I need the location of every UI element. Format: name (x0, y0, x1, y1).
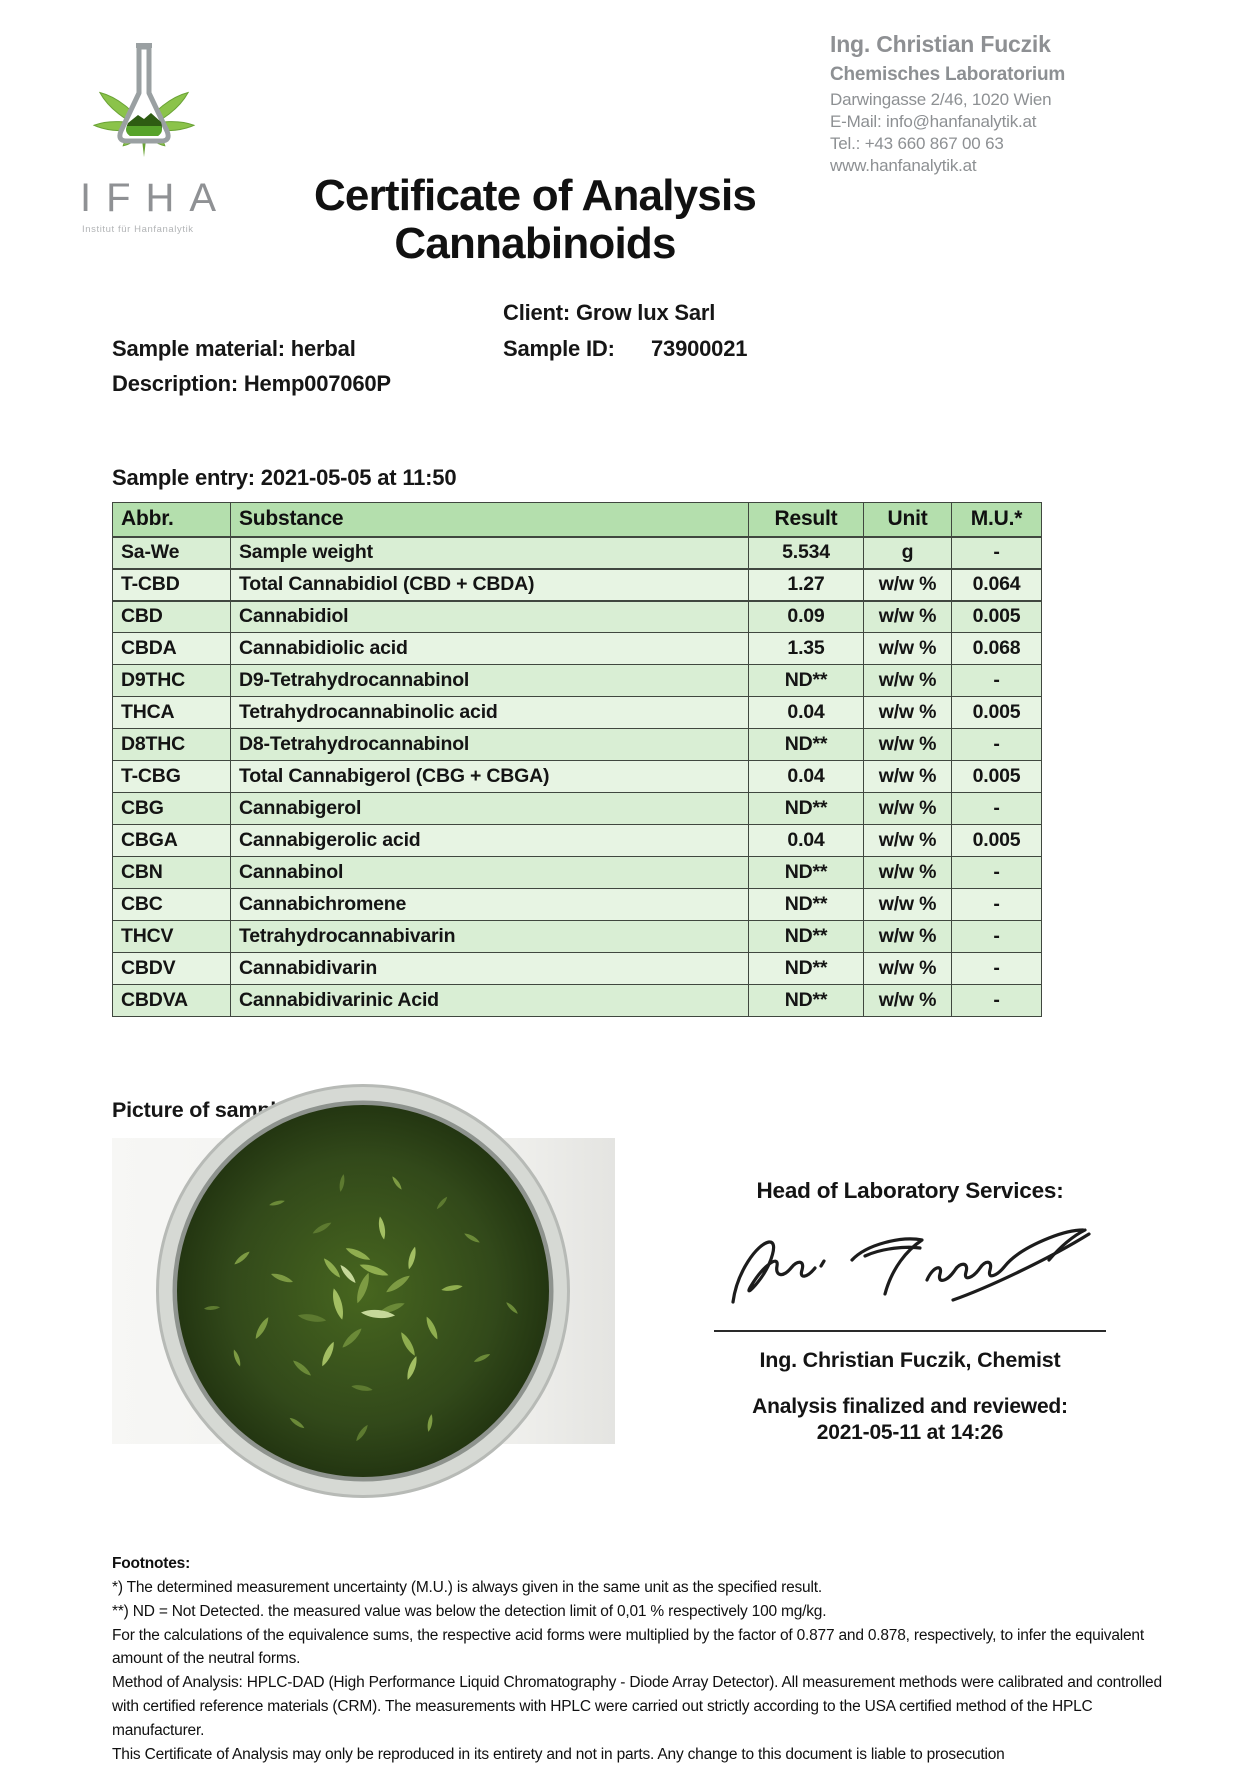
column-header-result: Result (749, 503, 864, 537)
sample-id-value: 73900021 (651, 336, 748, 361)
table-row (113, 601, 1042, 633)
substance-cell: Cannabidiol (231, 601, 749, 633)
footnote-line: For the calculations of the equivalence sums, the respective acid forms were multiplied by the factor of 0.877 and 0.878, respectively, to infer the equivalent amount of the neutral forms. (112, 1626, 1144, 1668)
substance-cell: D8-Tetrahydrocannabinol (231, 729, 749, 761)
result-cell: 1.27 (749, 569, 864, 601)
mu-cell: - (952, 921, 1042, 953)
mu-cell: - (952, 857, 1042, 889)
abbr-cell: D8THC (113, 729, 231, 761)
unit-cell: w/w % (864, 793, 952, 825)
table-row (113, 569, 1042, 601)
substance-cell: Cannabichromene (231, 889, 749, 921)
substance-cell: Cannabidiolic acid (231, 633, 749, 665)
abbr-cell: THCV (113, 921, 231, 953)
lab-contact-block (830, 30, 1065, 177)
mu-cell: 0.068 (952, 633, 1042, 665)
sample-bowl-image (112, 1138, 615, 1444)
substance-cell: Tetrahydrocannabinolic acid (231, 697, 749, 729)
signature-line (714, 1330, 1106, 1332)
result-cell: 1.35 (749, 633, 864, 665)
result-cell: ND** (749, 953, 864, 985)
table-row (113, 761, 1042, 793)
title-line-2: Cannabinoids (394, 218, 676, 268)
table-row (113, 537, 1042, 569)
abbr-cell: CBN (113, 857, 231, 889)
mu-cell: 0.005 (952, 697, 1042, 729)
logo-subtitle: Institut für Hanfanalytik (82, 224, 194, 235)
result-cell: ND** (749, 793, 864, 825)
signature-section (700, 1178, 1120, 1445)
unit-cell: g (864, 537, 952, 569)
result-cell: 0.04 (749, 825, 864, 857)
table-row (113, 985, 1042, 1017)
mu-cell: 0.064 (952, 569, 1042, 601)
table-row (113, 857, 1042, 889)
signature-image (715, 1210, 1105, 1328)
contact-address: Darwingasse 2/46, 1020 Wien (830, 89, 1052, 109)
abbr-cell: THCA (113, 697, 231, 729)
mu-cell: 0.005 (952, 761, 1042, 793)
sample-photo (112, 1138, 615, 1444)
result-cell: 0.04 (749, 761, 864, 793)
contact-email: E-Mail: info@hanfanalytik.at (830, 111, 1037, 131)
result-cell: ND** (749, 665, 864, 697)
column-header-mu: M.U.* (952, 503, 1042, 537)
substance-cell: D9-Tetrahydrocannabinol (231, 665, 749, 697)
table-header-row (113, 503, 1042, 537)
abbr-cell: CBD (113, 601, 231, 633)
unit-cell: w/w % (864, 921, 952, 953)
abbr-cell: D9THC (113, 665, 231, 697)
result-cell: ND** (749, 857, 864, 889)
logo-acronym: IFHA (80, 176, 232, 220)
description-line: Description: Hemp007060P (112, 371, 391, 396)
table-row (113, 921, 1042, 953)
table-row (113, 825, 1042, 857)
finalized-date: 2021-05-11 at 14:26 (816, 1421, 1004, 1444)
abbr-cell: T-CBG (113, 761, 231, 793)
mu-cell: 0.005 (952, 601, 1042, 633)
unit-cell: w/w % (864, 729, 952, 761)
abbr-cell: Sa-We (113, 537, 231, 569)
substance-cell: Cannabigerol (231, 793, 749, 825)
table-row (113, 793, 1042, 825)
contact-website: www.hanfanalytik.at (830, 155, 977, 175)
title-line-1: Certificate of Analysis (313, 171, 757, 220)
substance-cell: Sample weight (231, 537, 749, 569)
footnote-line: *) The determined measurement uncertainty (M.U.) is always given in the same unit as the specified result. (112, 1578, 822, 1596)
unit-cell: w/w % (864, 825, 952, 857)
abbr-cell: CBGA (113, 825, 231, 857)
abbr-cell: CBDV (113, 953, 231, 985)
abbr-cell: CBDA (113, 633, 231, 665)
result-cell: 5.534 (749, 537, 864, 569)
substance-cell: Tetrahydrocannabivarin (231, 921, 749, 953)
unit-cell: w/w % (864, 761, 952, 793)
abbr-cell: CBC (113, 889, 231, 921)
footnotes-block (112, 1552, 1176, 1767)
unit-cell: w/w % (864, 985, 952, 1017)
results-table (112, 502, 1042, 1017)
mu-cell: - (952, 665, 1042, 697)
sample-entry-line: Sample entry: 2021-05-05 at 11:50 (112, 465, 457, 490)
footnote-line: Method of Analysis: HPLC-DAD (High Performance Liquid Chromatography - Diode Array Detector). All measurement methods were calibrated and controlled with certified reference materials (CRM). The measurements with HPLC were carried out strictly according to the USA certified method of the HPLC manufacturer. (112, 1674, 1162, 1740)
client-line: Client: Grow lux Sarl (503, 300, 716, 325)
footnote-line: This Certificate of Analysis may only be reproduced in its entirety and not in parts. Any change to this document is liable to prosecution (112, 1745, 1005, 1763)
mu-cell: - (952, 985, 1042, 1017)
table-row (113, 889, 1042, 921)
mu-cell: - (952, 793, 1042, 825)
mu-cell: - (952, 953, 1042, 985)
mu-cell: - (952, 537, 1042, 569)
footnotes-heading: Footnotes: (112, 1555, 191, 1572)
substance-cell: Cannabidivarin (231, 953, 749, 985)
table-row (113, 665, 1042, 697)
unit-cell: w/w % (864, 697, 952, 729)
result-cell: ND** (749, 889, 864, 921)
hemp-leaf-flask-icon (72, 30, 222, 170)
unit-cell: w/w % (864, 889, 952, 921)
unit-cell: w/w % (864, 857, 952, 889)
contact-name: Ing. Christian Fuczik (830, 31, 1051, 57)
substance-cell: Cannabigerolic acid (231, 825, 749, 857)
column-header-unit: Unit (864, 503, 952, 537)
unit-cell: w/w % (864, 633, 952, 665)
result-cell: 0.09 (749, 601, 864, 633)
table-row (113, 953, 1042, 985)
mu-cell: - (952, 889, 1042, 921)
abbr-cell: T-CBD (113, 569, 231, 601)
substance-cell: Cannabidivarinic Acid (231, 985, 749, 1017)
unit-cell: w/w % (864, 665, 952, 697)
footnote-line: **) ND = Not Detected. the measured value was below the detection limit of 0,01 % respectively 100 mg/kg. (112, 1602, 827, 1620)
sample-material-line: Sample material: herbal (112, 336, 356, 361)
result-cell: ND** (749, 921, 864, 953)
picture-label: Picture of sample upon arrival: (112, 1098, 422, 1122)
certificate-title (0, 172, 1070, 267)
signature-heading: Head of Laboratory Services: (756, 1178, 1064, 1203)
substance-cell: Total Cannabidiol (CBD + CBDA) (231, 569, 749, 601)
finalized-label: Analysis finalized and reviewed: (752, 1395, 1068, 1418)
abbr-cell: CBDVA (113, 985, 231, 1017)
sample-id-label: Sample ID: (503, 336, 615, 361)
result-cell: ND** (749, 985, 864, 1017)
result-cell: 0.04 (749, 697, 864, 729)
substance-cell: Cannabinol (231, 857, 749, 889)
table-row (113, 697, 1042, 729)
contact-phone: Tel.: +43 660 867 00 63 (830, 133, 1004, 153)
signatory-name: Ing. Christian Fuczik, Chemist (759, 1348, 1061, 1372)
footnotes-lines (112, 1576, 1176, 1767)
table-row (113, 729, 1042, 761)
mu-cell: 0.005 (952, 825, 1042, 857)
column-header-abbr: Abbr. (113, 503, 231, 537)
contact-organization: Chemisches Laboratorium (830, 63, 1066, 85)
unit-cell: w/w % (864, 953, 952, 985)
unit-cell: w/w % (864, 569, 952, 601)
result-cell: ND** (749, 729, 864, 761)
column-header-substance: Substance (231, 503, 749, 537)
results-table-body (113, 537, 1042, 1017)
abbr-cell: CBG (113, 793, 231, 825)
mu-cell: - (952, 729, 1042, 761)
ifha-logo (72, 30, 222, 170)
substance-cell: Total Cannabigerol (CBG + CBGA) (231, 761, 749, 793)
table-row (113, 633, 1042, 665)
unit-cell: w/w % (864, 601, 952, 633)
